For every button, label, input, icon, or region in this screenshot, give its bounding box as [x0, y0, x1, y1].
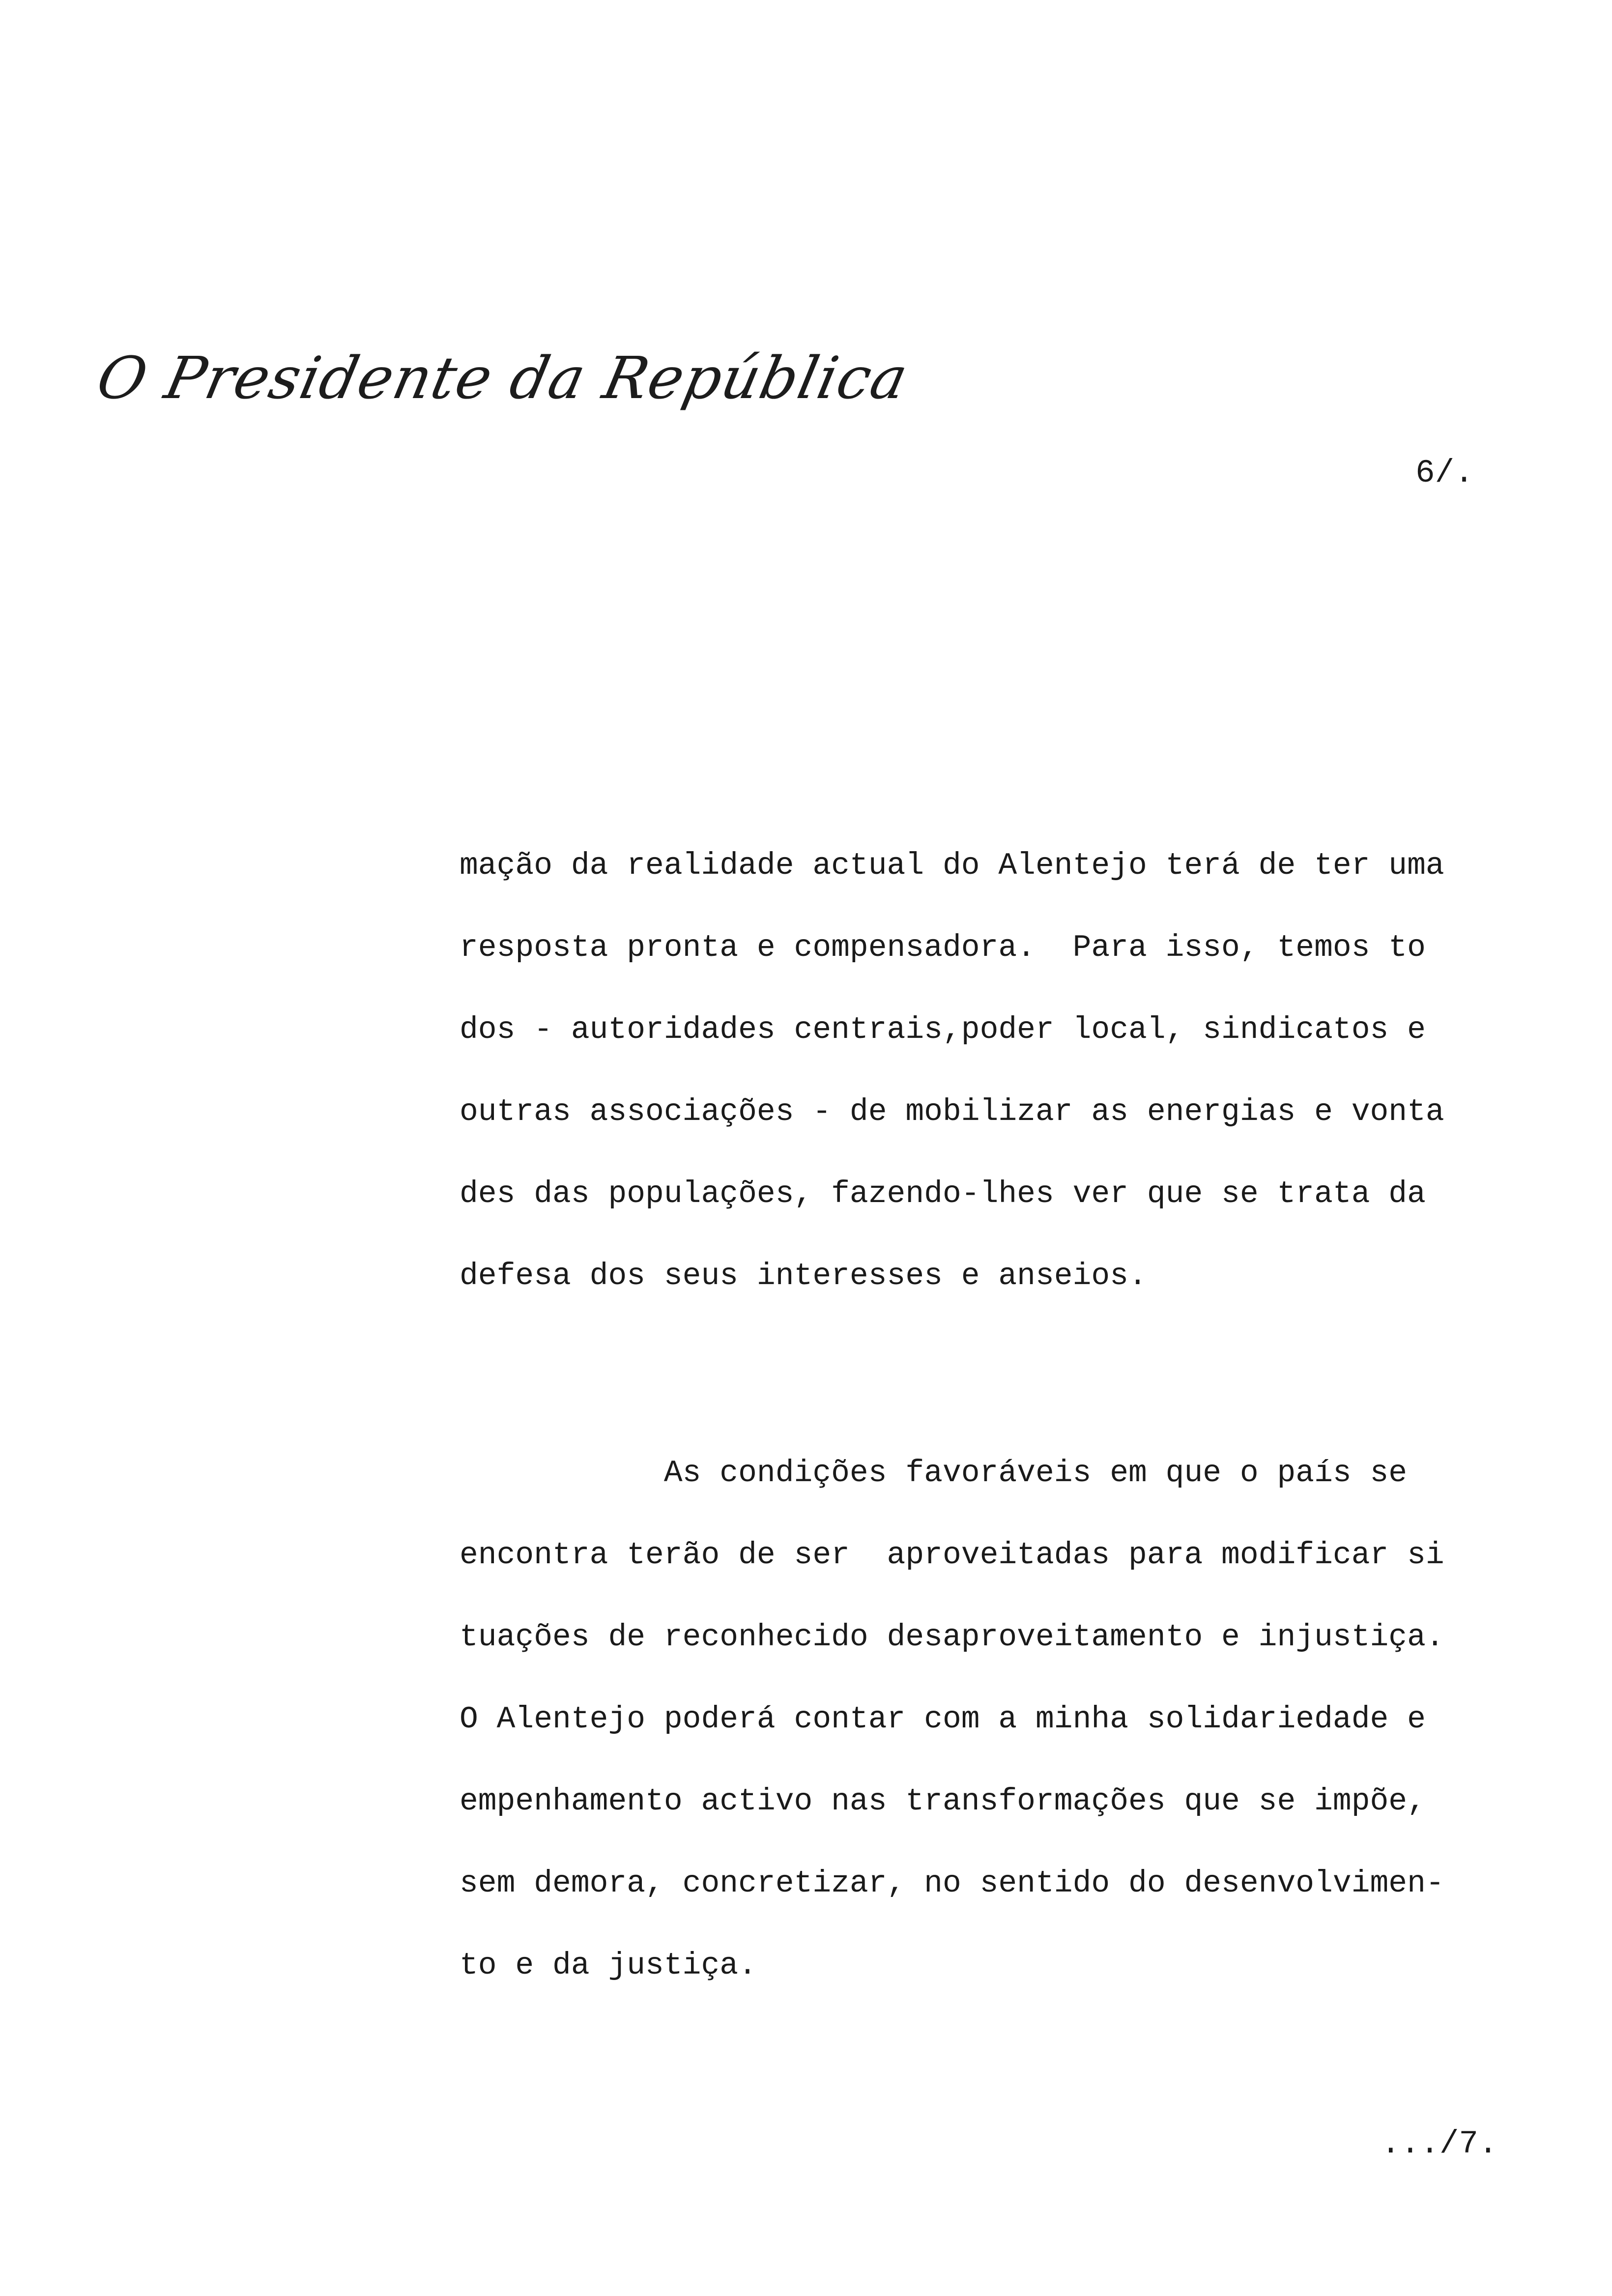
paragraph — [460, 1449, 1516, 2023]
continuation-marker: .../7. — [1381, 2125, 1498, 2162]
text-line: dos - autoridades centrais,poder local, sindicatos e — [460, 1012, 1426, 1047]
text-line: O Alentejo poderá contar com a minha solidariedade e — [460, 1702, 1426, 1737]
letterhead-title: O Presidente da República — [91, 344, 915, 412]
text-line: to e da justiça. — [460, 1948, 757, 1983]
text-line: encontra terão de ser aproveitadas para modificar si — [460, 1538, 1444, 1573]
page-number: 6/. — [1415, 455, 1474, 491]
text-line: defesa dos seus interesses e anseios. — [460, 1259, 1147, 1293]
text-line: tuações de reconhecido desaproveitamento e injustiça. — [460, 1620, 1444, 1655]
text-line: sem demora, concretizar, no sentido do desenvolvimen- — [460, 1866, 1444, 1901]
text-line: resposta pronta e compensadora. Para isso, temos to — [460, 930, 1426, 965]
text-line: des das populações, fazendo-lhes ver que se trata da — [460, 1177, 1426, 1211]
text-line: As condições favoráveis em que o país se — [460, 1456, 1408, 1491]
text-line: outras associações - de mobilizar as energias e vonta — [460, 1094, 1444, 1129]
text-line: empenhamento activo nas transformações que se impõe, — [460, 1784, 1426, 1819]
paragraph — [460, 841, 1516, 1334]
text-line: mação da realidade actual do Alentejo terá de ter uma — [460, 848, 1444, 883]
